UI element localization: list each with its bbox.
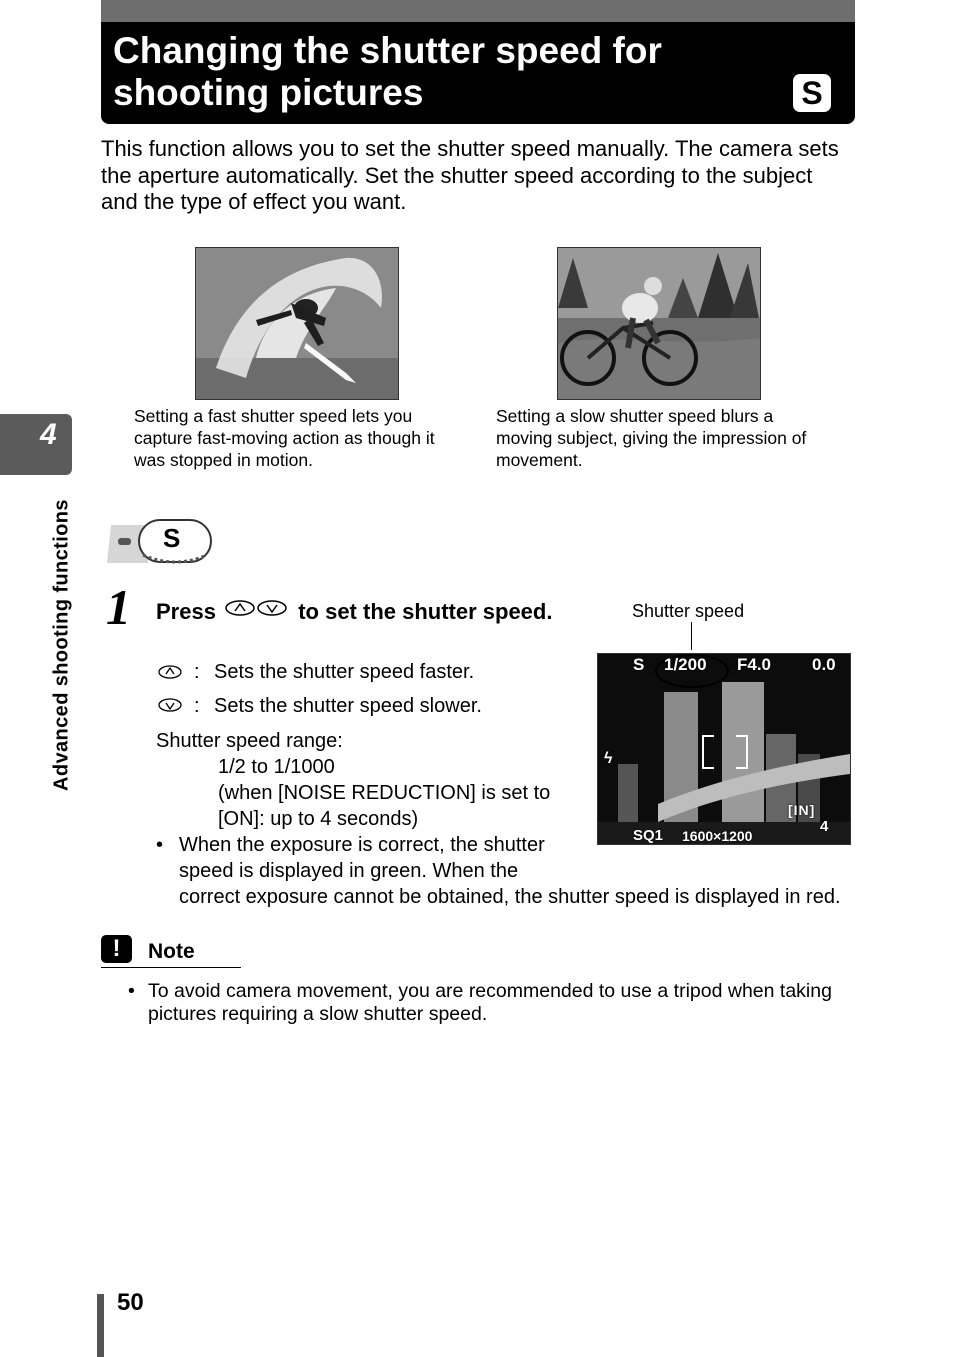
memory-card-icon: [IN] bbox=[788, 802, 816, 818]
note-bullet-marker: • bbox=[128, 980, 135, 1002]
range-line: [ON]: up to 4 seconds) bbox=[218, 808, 419, 830]
down-description: Sets the shutter speed slower. bbox=[214, 695, 482, 717]
exposure-bullet-part: When the exposure is correct, the shutter speed is displayed in green. When the bbox=[179, 834, 545, 882]
step-instruction-suffix: to set the shutter speed. bbox=[298, 599, 553, 624]
caution-icon: ! bbox=[101, 935, 132, 963]
monitor-exposure: 0.0 bbox=[812, 655, 836, 674]
note-item: To avoid camera movement, you are recommended to use a tripod when taking pictures requiring a slow shutter speed. bbox=[148, 980, 832, 1025]
page-number: 50 bbox=[117, 1289, 144, 1316]
page-number-bar bbox=[97, 1294, 104, 1357]
monitor-remaining: 4 bbox=[820, 818, 829, 835]
range-line: 1/2 to 1/1000 bbox=[218, 756, 335, 778]
title-box bbox=[101, 22, 855, 124]
chapter-number: 4 bbox=[40, 418, 57, 451]
chapter-tab bbox=[0, 414, 72, 475]
cyclist-photo bbox=[557, 247, 761, 400]
bullet-marker: • bbox=[156, 834, 164, 856]
header-band bbox=[101, 0, 855, 22]
mode-dial-graphic bbox=[103, 517, 215, 569]
shutter-speed-callout: Shutter speed bbox=[632, 601, 745, 621]
monitor-quality: SQ1 bbox=[633, 827, 664, 844]
monitor-aperture: F4.0 bbox=[737, 655, 772, 674]
flash-icon: ϟ bbox=[604, 750, 613, 767]
step-number: 1 bbox=[106, 579, 131, 635]
note-rule bbox=[101, 967, 241, 968]
step-instruction bbox=[156, 598, 576, 625]
callout-line bbox=[691, 622, 692, 650]
page-title: Changing the shutter speed for shooting pictures bbox=[113, 30, 662, 113]
intro-paragraph: This function allows you to set the shutter speed manually. The camera sets the aperture automatically. Set the shutter speed according to the subject and the type of effect you want. bbox=[101, 136, 839, 214]
arrow-up-down-buttons-icon bbox=[224, 599, 290, 617]
monitor-mode: S bbox=[633, 655, 645, 674]
exposure-bullet-part: correct exposure cannot be obtained, the shutter speed is displayed in red. bbox=[179, 886, 841, 908]
cyclist-image bbox=[558, 248, 760, 399]
mode-dial-icon bbox=[103, 517, 215, 569]
fast-shutter-caption: Setting a fast shutter speed lets you capture fast-moving action as though it was stopped in motion. bbox=[134, 406, 435, 470]
note-title: Note bbox=[148, 940, 195, 963]
range-label: Shutter speed range: bbox=[156, 730, 343, 752]
up-description: Sets the shutter speed faster. bbox=[214, 661, 475, 683]
mode-dial-label: S bbox=[163, 523, 181, 553]
af-target-right bbox=[736, 735, 748, 769]
step-instruction-prefix: Press bbox=[156, 599, 216, 624]
chapter-title-vertical: Advanced shooting functions bbox=[50, 499, 73, 791]
arrow-up-button-icon bbox=[157, 664, 183, 685]
slow-shutter-caption: Setting a slow shutter speed blurs a moving subject, giving the impression of movement. bbox=[496, 406, 807, 470]
shutter-priority-mode-icon: S bbox=[793, 74, 831, 112]
surfer-photo bbox=[195, 247, 399, 400]
monitor-shutter-speed: 1/200 bbox=[664, 655, 707, 674]
monitor-resolution: 1600×1200 bbox=[682, 828, 753, 844]
camera-monitor bbox=[597, 653, 851, 845]
down-colon: : bbox=[194, 695, 200, 717]
up-colon: : bbox=[194, 661, 200, 683]
af-target-left bbox=[702, 735, 714, 769]
arrow-down-button-icon bbox=[157, 697, 183, 718]
range-line: (when [NOISE REDUCTION] is set to bbox=[218, 782, 551, 804]
surfer-image bbox=[196, 248, 398, 399]
